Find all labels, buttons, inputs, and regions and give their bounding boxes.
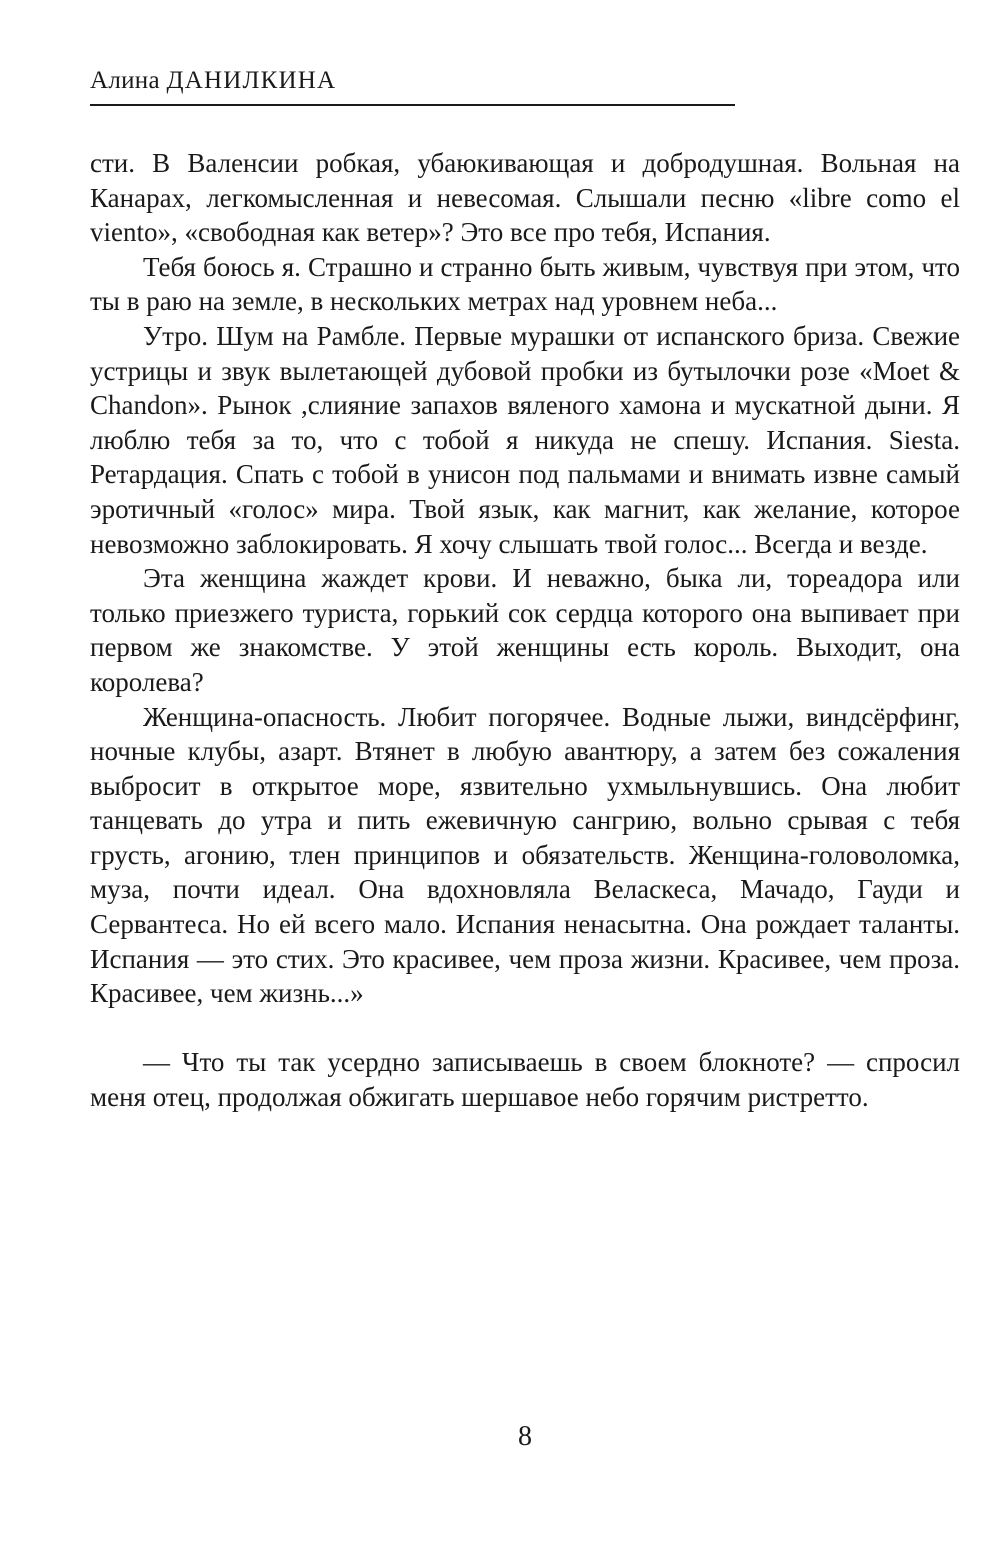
paragraph: Утро. Шум на Рамбле. Первые мурашки от испанского бриза. Свежие устрицы и звук вылетающей дубовой пробки из бутылочки розе «Moet & Chandon». Рынок ,слияние запахов вяленого хамона и мускатной дыни. Я люблю тебя за то, что с тобой я никуда не спешу. Испания. Siesta. Ретардация. Спать с тобой в унисон под пальмами и внимать извне самый эротичный «голос» мира. Твой язык, как магнит, как желание, которое невозможно заблокировать. Я хочу слышать твой голос... Всегда и везде. <box>90 320 960 559</box>
author-first-name: Алина <box>90 67 160 94</box>
body-text <box>90 146 960 1115</box>
paragraph: Женщина-опасность. Любит погорячее. Водные лыжи, виндсёрфинг, ночные клубы, азарт. Втянет в любую авантюру, а затем без сожаления выбросит в открытое море, язвительно ухмыльнувшись. Она любит танцевать до утра и пить ежевичную сангрию, вольно срывая с тебя грусть, агонию, тлен принципов и обязательств. Женщина-головоломка, муза, почти идеал. Она вдохновляла Веласкеса, Мачадо, Гауди и Сервантеса. Но ей всего мало. Испания ненасытна. Она рождает таланты. Испания — это стих. Это красивее, чем проза жизни. Красивее, чем проза. Красивее, чем жизнь...» <box>90 701 960 1009</box>
running-head <box>90 64 735 98</box>
paragraph: Тебя боюсь я. Страшно и странно быть живым, чувствуя при этом, что ты в раю на земле, в нескольких метрах над уровнем неба... <box>90 251 960 317</box>
dialogue-paragraph: — Что ты так усердно записываешь в своем блокноте? — спросил меня отец, продолжая обжигать шершавое небо горячим ристретто. <box>90 1047 960 1113</box>
header-rule <box>90 104 735 106</box>
page-number: 8 <box>518 1421 532 1452</box>
paragraph: сти. В Валенсии робкая, убаюкивающая и добродушная. Вольная на Канарах, легкомысленная и невесомая. Слышали песню «libre como el viento», «свободная как ветер»? Это все про тебя, Испания. <box>90 148 960 248</box>
author-surname: ДАНИЛКИНА <box>166 67 337 94</box>
paragraph: Эта женщина жаждет крови. И неважно, быка ли, тореадора или только приезжего туриста, горький сок сердца которого она выпивает при первом же знакомстве. У этой женщины есть король. Выходит, она королева? <box>90 563 960 697</box>
